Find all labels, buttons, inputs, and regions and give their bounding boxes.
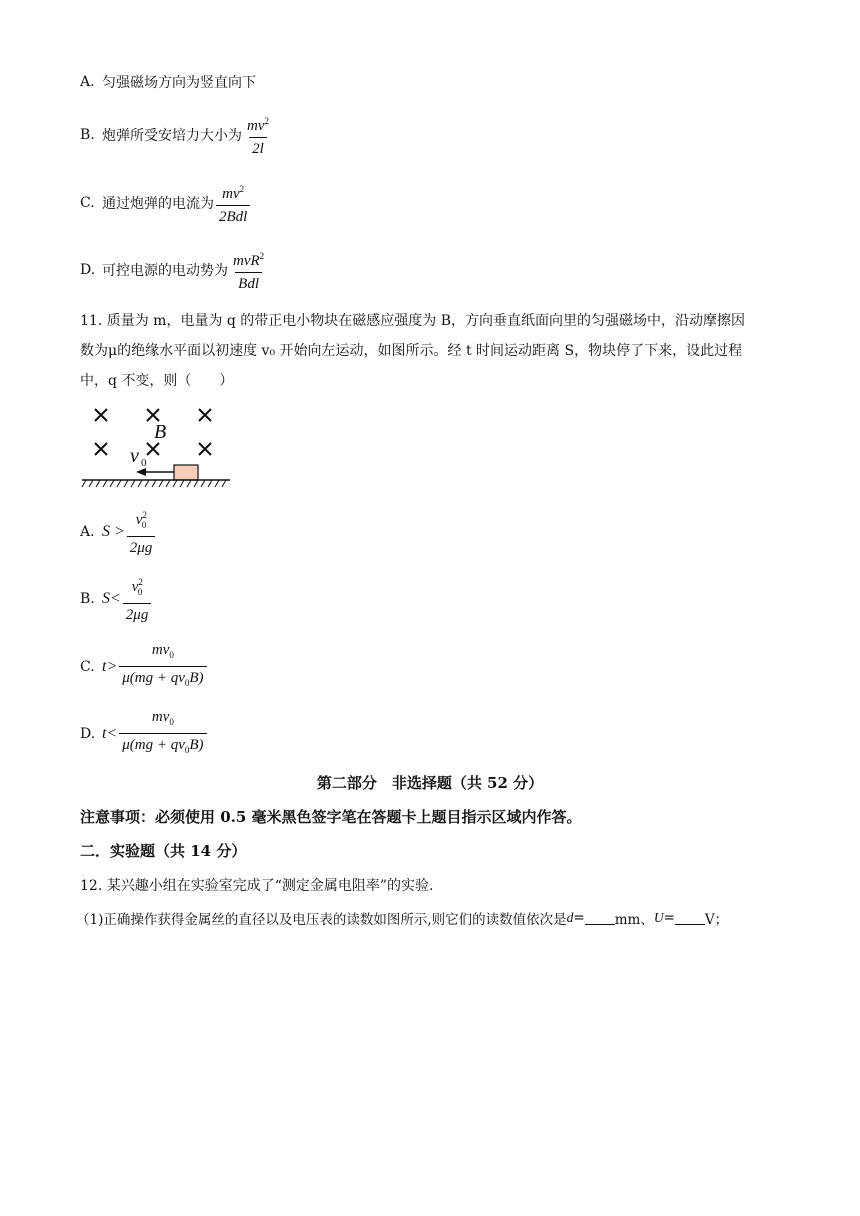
denominator-part: μ(mg + qv — [122, 670, 185, 686]
q11-option-b — [80, 573, 151, 624]
var-d: d — [566, 910, 574, 925]
field-cross-marks — [95, 409, 211, 455]
inequality: S > — [102, 522, 125, 540]
numerator: v — [131, 579, 139, 595]
numerator: v — [135, 512, 143, 528]
q11-option-a — [80, 506, 155, 557]
q11-stem-line3: 中，q 不变，则（ ） — [80, 373, 234, 389]
numerator: mv — [222, 186, 240, 202]
inequality: t> — [102, 657, 118, 675]
numerator: mv — [151, 709, 170, 725]
subscript: 0 — [184, 745, 190, 755]
inequality: S< — [102, 589, 121, 607]
section-heading: 二．实验题（共 14 分） — [80, 842, 247, 860]
var-u: U — [653, 910, 664, 925]
option-label: A. — [80, 74, 95, 90]
numerator: mv — [151, 642, 170, 658]
fraction — [244, 112, 272, 158]
fraction — [230, 247, 267, 293]
field-cross — [95, 409, 107, 421]
denominator: 2Bdl — [216, 205, 250, 226]
exponent: 2 — [142, 510, 147, 520]
q10-option-a — [80, 72, 256, 92]
denominator-part: B) — [189, 737, 204, 753]
denominator: 2l — [249, 137, 267, 158]
answer-blank-d[interactable] — [585, 912, 615, 925]
numerator: mvR — [233, 253, 260, 269]
inequality: t< — [102, 724, 118, 742]
denominator: 2μg — [123, 603, 152, 624]
field-cross — [95, 443, 107, 455]
subscript: 0 — [137, 587, 143, 597]
denominator: 2μg — [127, 536, 156, 557]
subscript: 0 — [184, 678, 190, 688]
option-text: 炮弹所受安培力大小为 — [102, 128, 242, 144]
q11-option-c — [80, 641, 207, 692]
exponent: 2 — [239, 184, 245, 194]
option-label: B. — [80, 590, 95, 607]
magnetic-field-figure — [78, 400, 238, 492]
part2-notice: 注意事项：必须使用 0.5 毫米黑色签字笔在答题卡上题目指示区域内作答。 — [80, 808, 582, 826]
option-label: C. — [80, 195, 95, 211]
exponent: 2 — [264, 116, 269, 126]
q11-stem-line1: 11. 质量为 m，电量为 q 的带正电小物块在磁感应强度为 B，方向垂直纸面向里的匀强磁场中，沿动摩擦因 — [80, 313, 746, 329]
unit-mm: mm、 — [614, 912, 654, 928]
fraction — [127, 506, 156, 557]
denominator: Bdl — [235, 272, 262, 293]
field-label: B — [154, 421, 167, 443]
fraction — [216, 180, 250, 226]
ground-hatching — [82, 480, 226, 487]
q10-option-c — [80, 180, 250, 226]
fraction — [119, 708, 206, 759]
equals: = — [663, 910, 675, 926]
denominator-part: B) — [189, 670, 204, 686]
field-cross — [147, 409, 159, 421]
option-label: D. — [80, 262, 96, 278]
exponent: 2 — [259, 251, 265, 261]
q11-stem-line2: 数为μ的绝缘水平面以初速度 v₀ 开始向左运动，如图所示。经 t 时间运动距离 S，物块停了下来，设此过程 — [80, 343, 743, 359]
q10-option-b — [80, 112, 272, 158]
option-text: 通过炮弹的电流为 — [102, 196, 214, 212]
q12-stem: 12. 某兴趣小组在实验室完成了“测定金属电阻率”的实验. — [80, 878, 434, 894]
q12-sub1-text: （1)正确操作获得金属丝的直径以及电压表的读数如图所示,则它们的读数值依次是 — [76, 912, 567, 928]
q12-sub1 — [76, 908, 728, 928]
unit-v: V； — [704, 912, 729, 928]
option-text: 可控电源的电动势为 — [102, 263, 228, 279]
option-label: C. — [80, 658, 95, 675]
field-cross — [199, 409, 211, 421]
charged-block — [174, 465, 198, 480]
fraction — [119, 641, 206, 692]
field-cross — [147, 443, 159, 455]
equals: = — [573, 910, 585, 926]
subscript: 0 — [169, 717, 174, 727]
fraction — [123, 573, 152, 624]
part2-title: 第二部分 非选择题（共 52 分） — [316, 774, 544, 792]
option-text: 匀强磁场方向为竖直向下 — [102, 75, 256, 91]
q11-stem — [80, 306, 785, 396]
subscript: 0 — [141, 520, 147, 530]
exponent: 2 — [138, 577, 143, 587]
answer-blank-u[interactable] — [675, 912, 705, 925]
denominator-part: μ(mg + qv — [122, 737, 185, 753]
option-label: A. — [80, 523, 95, 540]
q10-option-d — [80, 247, 267, 293]
option-label: B. — [80, 127, 95, 143]
subscript: 0 — [169, 650, 174, 660]
q11-option-d — [80, 708, 207, 759]
arrow-head — [136, 468, 146, 476]
velocity-label: v — [130, 445, 139, 467]
field-cross — [199, 443, 211, 455]
velocity-subscript: 0 — [141, 457, 147, 469]
numerator: mv — [247, 118, 265, 134]
option-label: D. — [80, 725, 96, 742]
